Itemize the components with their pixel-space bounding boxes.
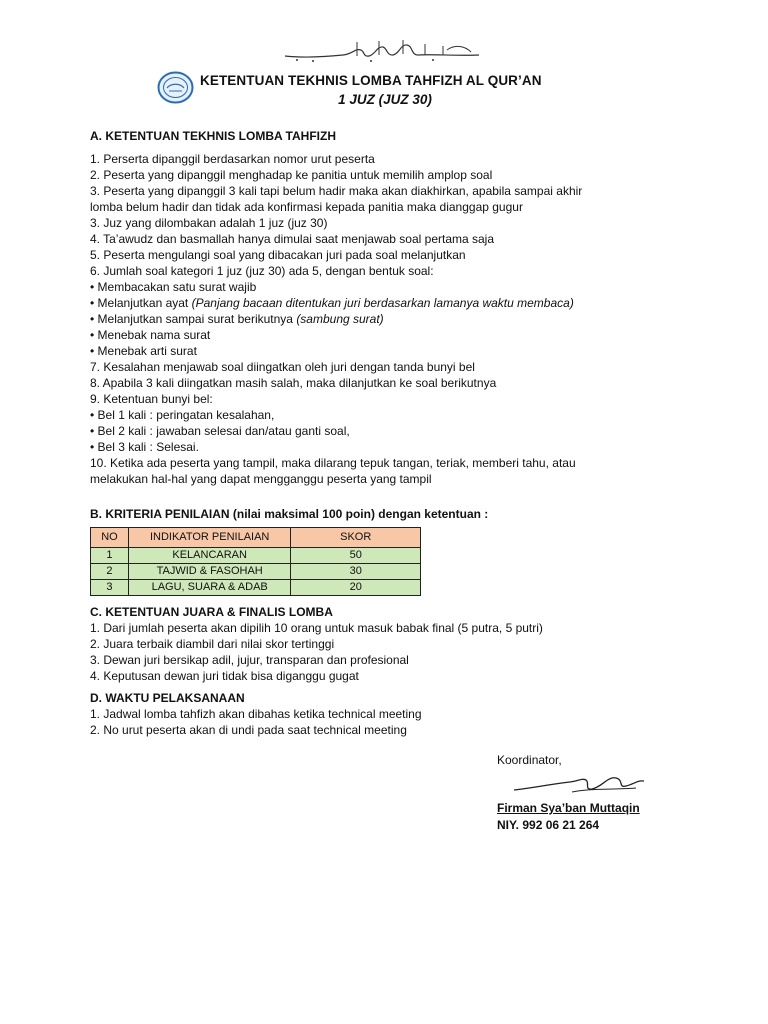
table-row [91,564,421,580]
signatory-niy: NIY. 992 06 21 264 [497,818,600,832]
section-c-heading: C. KETENTUAN JUARA & FINALIS LOMBA [90,605,333,619]
list-item: 5. Peserta mengulangi soal yang dibacakan juri pada soal melanjutkan [90,248,466,262]
list-item: • Melanjutkan sampai surat berikutnya (sambung surat) [90,312,384,326]
document-subtitle: 1 JUZ (JUZ 30) [338,92,432,107]
table-row [91,580,421,596]
list-item: 3. Peserta yang dipanggil 3 kali tapi belum hadir maka akan diakhirkan, apabila sampai akhir [90,184,583,198]
list-item: 9. Ketentuan bunyi bel: [90,392,213,406]
list-item: • Menebak arti surat [90,344,197,358]
list-item: 2. Peserta yang dipanggil menghadap ke panitia untuk memilih amplop soal [90,168,493,182]
list-item: 4. Ta’awudz dan basmallah hanya dimulai saat menjawab soal pertama saja [90,232,495,246]
list-item: 2. No urut peserta akan di undi pada saat technical meeting [90,723,407,737]
list-item: 2. Juara terbaik diambil dari nilai skor tertinggi [90,637,335,651]
list-item: • Bel 3 kali : Selesai. [90,440,199,454]
document-title: KETENTUAN TEKHNIS LOMBA TAHFIZH AL QUR’AN [200,73,542,88]
bismillah-calligraphy-icon [283,38,481,64]
table-cell: 20 [291,580,421,596]
list-item: • Bel 1 kali : peringatan kesalahan, [90,408,275,422]
list-item: 3. Dewan juri bersikap adil, jujur, transparan dan profesional [90,653,409,667]
signatory-role: Koordinator, [497,753,562,767]
column-header-no: NO [91,528,129,548]
section-b-heading: B. KRITERIA PENILAIAN (nilai maksimal 100 poin) dengan ketentuan : [90,507,489,521]
criteria-table [90,527,421,596]
list-item: • Membacakan satu surat wajib [90,280,257,294]
list-item: 4. Keputusan dewan juri tidak bisa diganggu gugat [90,669,359,683]
list-item: 1. Perserta dipanggil berdasarkan nomor urut peserta [90,152,375,166]
table-cell: TAJWID & FASOHAH [128,564,291,580]
table-cell: 1 [91,548,129,564]
list-item: 8. Apabila 3 kali diingatkan masih salah, maka dilanjutkan ke soal berikutnya [90,376,497,390]
table-cell: 30 [291,564,421,580]
list-item: 1. Dari jumlah peserta akan dipilih 10 orang untuk masuk babak final (5 putra, 5 putri) [90,621,543,635]
table-cell: LAGU, SUARA & ADAB [128,580,291,596]
signatory-name: Firman Sya’ban Muttaqin [497,801,640,815]
section-c-list [90,620,690,684]
section-d-heading: D. WAKTU PELAKSANAAN [90,691,245,705]
table-cell: KELANCARAN [128,548,291,564]
list-item: 6. Jumlah soal kategori 1 juz (juz 30) ada 5, dengan bentuk soal: [90,264,434,278]
table-cell: 2 [91,564,129,580]
section-a-heading: A. KETENTUAN TEKHNIS LOMBA TAHFIZH [90,129,336,143]
table-header-row [91,528,421,548]
list-item: 7. Kesalahan menjawab soal diingatkan oleh juri dengan tanda bunyi bel [90,360,475,374]
table-row [91,548,421,564]
section-a-list [90,151,690,487]
column-header-indicator: INDIKATOR PENILAIAN [128,528,291,548]
list-item: lomba belum hadir dan tidak ada konfirmasi kepada panitia maka dianggap gugur [90,200,523,214]
list-item: • Melanjutkan ayat (Panjang bacaan ditentukan juri berdasarkan lamanya waktu membaca) [90,296,574,310]
table-cell: 50 [291,548,421,564]
list-item: 10. Ketika ada peserta yang tampil, maka dilarang tepuk tangan, teriak, memberi tahu, atau [90,456,576,470]
section-d-list [90,706,690,738]
list-item: • Bel 2 kali : jawaban selesai dan/atau ganti soal, [90,424,350,438]
column-header-score: SKOR [291,528,421,548]
list-item: 3. Juz yang dilombakan adalah 1 juz (juz 30) [90,216,328,230]
table-cell: 3 [91,580,129,596]
list-item: • Menebak nama surat [90,328,211,342]
school-emblem-icon [157,71,194,104]
handwritten-signature-icon [512,768,647,804]
list-item: melakukan hal-hal yang dapat mengganggu peserta yang tampil [90,472,432,486]
list-item: 1. Jadwal lomba tahfizh akan dibahas ketika technical meeting [90,707,422,721]
